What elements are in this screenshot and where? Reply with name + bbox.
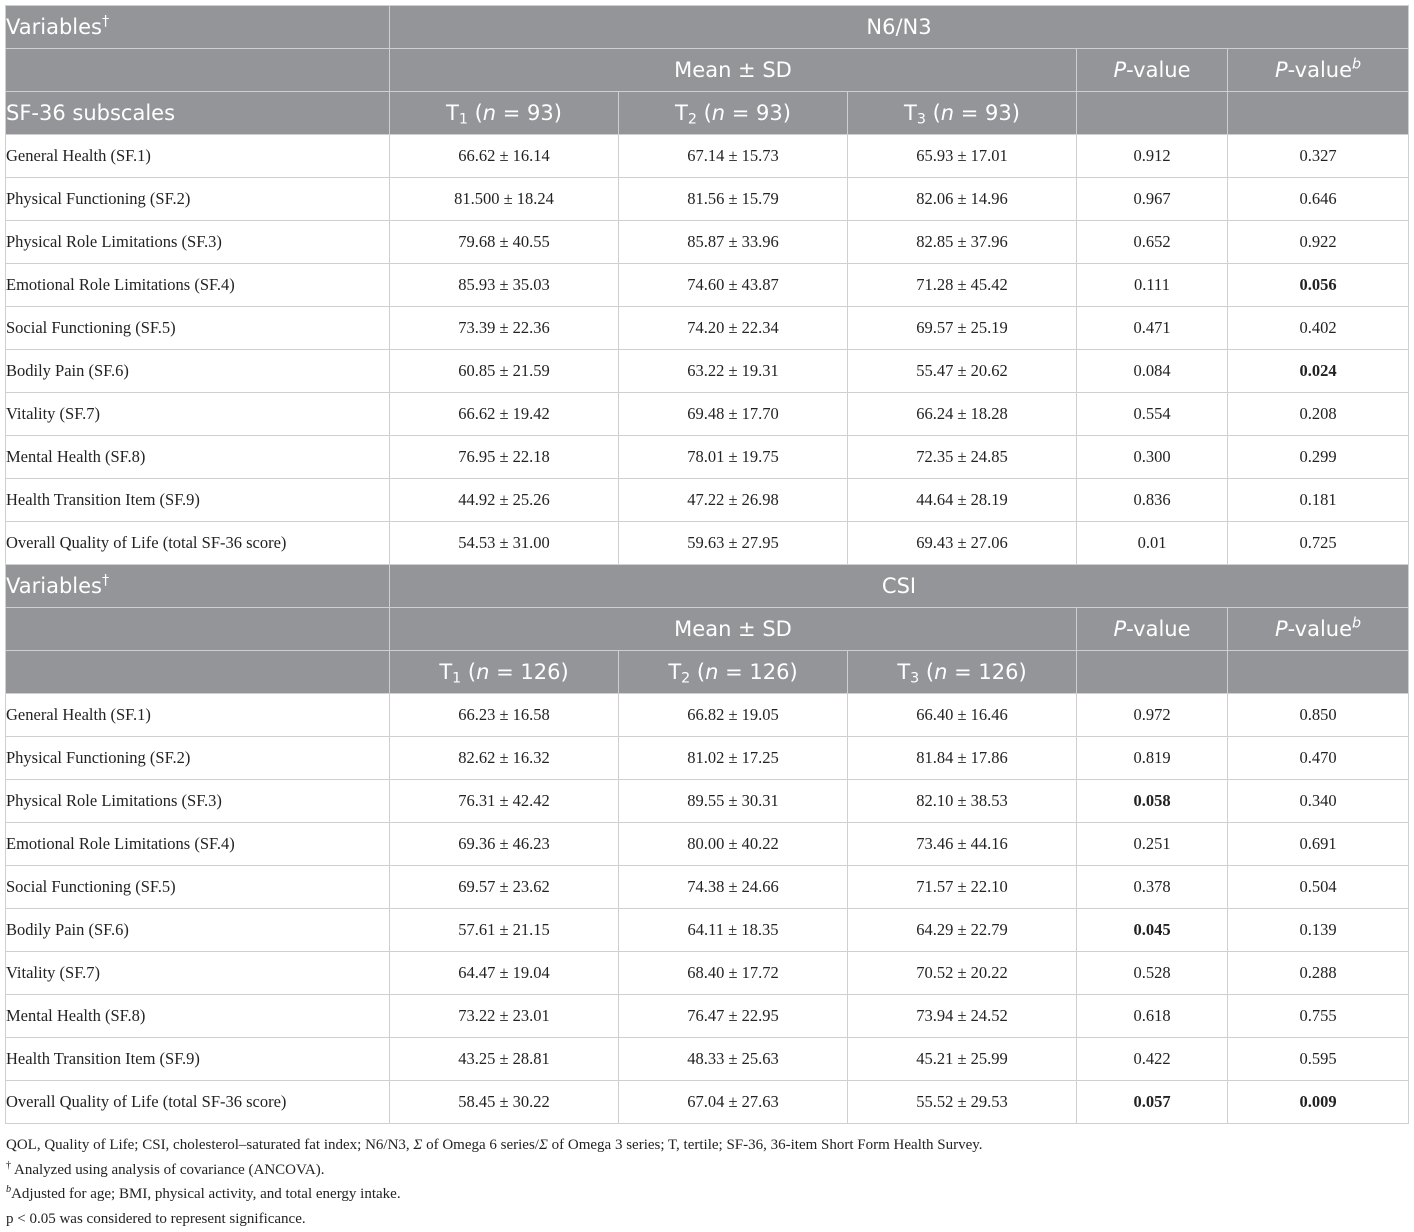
pvalue-adjusted-cell: 0.208 (1228, 393, 1409, 436)
tertile-1-value: 76.31 ± 42.42 (390, 780, 619, 823)
tertile-letter: T (446, 101, 459, 125)
table-row (6, 1081, 1409, 1124)
footnote-b: $^b$Adjusted for age; BMI, physical activity, and total energy intake. (6, 1183, 401, 1202)
tertile-2-value: 89.55 ± 30.31 (619, 780, 848, 823)
tertile-2-value: 67.04 ± 27.63 (619, 1081, 848, 1124)
row-label: Vitality (SF.7) (6, 952, 390, 995)
row-label: Mental Health (SF.8) (6, 995, 390, 1038)
pvalue-adjusted-cell: 0.181 (1228, 479, 1409, 522)
header-row-stats (6, 49, 1409, 92)
pvalue-adjusted-cell: 0.922 (1228, 221, 1409, 264)
pvalue-p: P (1274, 58, 1288, 82)
pvalue-adjusted-mark: b (1352, 615, 1362, 632)
sample-size: 126 (520, 660, 561, 684)
variables-header (6, 6, 390, 49)
sample-size-letter: n (482, 101, 497, 125)
tertile-2-value: 74.38 ± 24.66 (619, 866, 848, 909)
pvalue-suffix: -value (1287, 617, 1353, 641)
header-spacer (1228, 651, 1409, 694)
pvalue-adjusted-cell: 0.470 (1228, 737, 1409, 780)
row-label: Vitality (SF.7) (6, 393, 390, 436)
table-row (6, 350, 1409, 393)
header-row-tertiles (6, 651, 1409, 694)
pvalue-suffix: -value (1126, 617, 1191, 641)
header-spacer (1077, 92, 1228, 135)
table-row (6, 866, 1409, 909)
row-label: Overall Quality of Life (total SF-36 score) (6, 522, 390, 565)
tertile-index: 2 (687, 111, 697, 128)
tertile-3-value: 55.52 ± 29.53 (848, 1081, 1077, 1124)
tertile-3-value: 72.35 ± 24.85 (848, 436, 1077, 479)
tertile-1-value: 66.23 ± 16.58 (390, 694, 619, 737)
header-row-group (6, 565, 1409, 608)
tertile-header-3: $T_3$ (n = 93) (848, 92, 1077, 135)
pvalue-adjusted-cell: 0.299 (1228, 436, 1409, 479)
row-label: Overall Quality of Life (total SF-36 score) (6, 1081, 390, 1124)
tertile-1-value: 43.25 ± 28.81 (390, 1038, 619, 1081)
tertile-index: 3 (916, 111, 926, 128)
pvalue-cell: 0.554 (1077, 393, 1228, 436)
tertile-1-value: 60.85 ± 21.59 (390, 350, 619, 393)
pvalue-cell: 0.111 (1077, 264, 1228, 307)
row-label: General Health (SF.1) (6, 694, 390, 737)
tertile-1-value: 81.500 ± 18.24 (390, 178, 619, 221)
tertile-2-value: 59.63 ± 27.95 (619, 522, 848, 565)
pvalue-adjusted-cell: 0.009 (1228, 1081, 1409, 1124)
pvalue-adjusted-cell: 0.402 (1228, 307, 1409, 350)
tertile-3-value: 70.52 ± 20.22 (848, 952, 1077, 995)
tertile-2-value: 69.48 ± 17.70 (619, 393, 848, 436)
table-row (6, 393, 1409, 436)
row-label: General Health (SF.1) (6, 135, 390, 178)
pvalue-adjusted-cell: 0.056 (1228, 264, 1409, 307)
table-row (6, 780, 1409, 823)
tertile-1-value: 44.92 ± 25.26 (390, 479, 619, 522)
tertile-1-value: 73.22 ± 23.01 (390, 995, 619, 1038)
results-table (5, 5, 1409, 1124)
tertile-index: 1 (452, 670, 462, 687)
subscales-header (6, 651, 390, 694)
header-row-stats (6, 608, 1409, 651)
pvalue-cell: 0.01 (1077, 522, 1228, 565)
table-row (6, 909, 1409, 952)
sample-size-letter: n (476, 660, 490, 684)
row-label: Social Functioning (SF.5) (6, 307, 390, 350)
tertile-2-value: 81.02 ± 17.25 (619, 737, 848, 780)
pvalue-p: P (1274, 617, 1288, 641)
group-header: N6/N3 (390, 6, 1409, 49)
pvalue-adjusted-cell: 0.327 (1228, 135, 1409, 178)
tertile-index: 3 (910, 670, 920, 687)
tertile-3-value: 45.21 ± 25.99 (848, 1038, 1077, 1081)
sample-size: 126 (749, 660, 790, 684)
pvalue-cell: 0.471 (1077, 307, 1228, 350)
pvalue-cell: 0.618 (1077, 995, 1228, 1038)
pvalue-p: P (1113, 58, 1127, 82)
table-row (6, 436, 1409, 479)
row-label: Physical Functioning (SF.2) (6, 178, 390, 221)
row-label: Mental Health (SF.8) (6, 436, 390, 479)
equals-sign: = (489, 660, 521, 684)
pvalue-adjusted-cell: 0.340 (1228, 780, 1409, 823)
footnote-abbreviations: QOL, Quality of Life; CSI, cholesterol–saturated fat index; N6/N3, Σ of Omega 6 series/Σ of Omega 3 series; T, tertile; SF-36, 36-item Short Form Health Survey. (6, 1137, 983, 1153)
sample-size: 93 (985, 101, 1012, 125)
tertile-3-value: 69.43 ± 27.06 (848, 522, 1077, 565)
header-spacer (1228, 92, 1409, 135)
pvalue-cell: 0.912 (1077, 135, 1228, 178)
tertile-2-value: 63.22 ± 19.31 (619, 350, 848, 393)
footnote-significance: p < 0.05 was considered to represent significance. (6, 1210, 306, 1227)
tertile-index: 1 (458, 111, 468, 128)
pvalue-adjusted-cell: 0.850 (1228, 694, 1409, 737)
tertile-letter: T (439, 660, 453, 684)
pvalue-cell: 0.300 (1077, 436, 1228, 479)
tertile-2-value: 74.60 ± 43.87 (619, 264, 848, 307)
tertile-3-value: 71.28 ± 45.42 (848, 264, 1077, 307)
tertile-1-value: 57.61 ± 21.15 (390, 909, 619, 952)
pvalue-adjusted-cell: 0.595 (1228, 1038, 1409, 1081)
tertile-index: 2 (681, 670, 691, 687)
row-label: Health Transition Item (SF.9) (6, 1038, 390, 1081)
tertile-letter: T (904, 101, 917, 125)
tertile-1-value: 66.62 ± 16.14 (390, 135, 619, 178)
pvalue-adjusted-cell: 0.755 (1228, 995, 1409, 1038)
table-footnotes (6, 1133, 1406, 1231)
pvalue-cell: 0.819 (1077, 737, 1228, 780)
table-row (6, 694, 1409, 737)
row-label: Emotional Role Limitations (SF.4) (6, 264, 390, 307)
mean-sd-header: Mean ± SD (390, 49, 1077, 92)
tertile-3-value: 82.85 ± 37.96 (848, 221, 1077, 264)
pvalue-cell: 0.084 (1077, 350, 1228, 393)
tertile-1-value: 76.95 ± 22.18 (390, 436, 619, 479)
tertile-2-value: 48.33 ± 25.63 (619, 1038, 848, 1081)
tertile-2-value: 85.87 ± 33.96 (619, 221, 848, 264)
pvalue-cell: 0.057 (1077, 1081, 1228, 1124)
tertile-1-value: 79.68 ± 40.55 (390, 221, 619, 264)
tertile-1-value: 58.45 ± 30.22 (390, 1081, 619, 1124)
pvalue-adjusted-cell: 0.725 (1228, 522, 1409, 565)
table-row (6, 995, 1409, 1038)
tertile-3-value: 66.24 ± 18.28 (848, 393, 1077, 436)
pvalue-adjusted-cell: 0.504 (1228, 866, 1409, 909)
tertile-3-value: 82.10 ± 38.53 (848, 780, 1077, 823)
pvalue-suffix: -value (1287, 58, 1353, 82)
sample-size-letter: n (711, 101, 726, 125)
variables-label: Variables (6, 15, 102, 39)
equals-sign: = (947, 660, 979, 684)
table-row (6, 522, 1409, 565)
equals-sign: = (496, 101, 528, 125)
tertile-1-value: 69.36 ± 46.23 (390, 823, 619, 866)
tertile-1-value: 54.53 ± 31.00 (390, 522, 619, 565)
tertile-3-value: 71.57 ± 22.10 (848, 866, 1077, 909)
variables-label: Variables (6, 574, 102, 598)
tertile-letter: T (668, 660, 682, 684)
tertile-3-value: 44.64 ± 28.19 (848, 479, 1077, 522)
row-label: Physical Role Limitations (SF.3) (6, 221, 390, 264)
table-row (6, 221, 1409, 264)
pvalue-p: P (1113, 617, 1127, 641)
tertile-letter: T (897, 660, 911, 684)
tertile-3-value: 65.93 ± 17.01 (848, 135, 1077, 178)
row-label: Physical Role Limitations (SF.3) (6, 780, 390, 823)
table-row (6, 737, 1409, 780)
table-row (6, 135, 1409, 178)
tertile-header-1: $T_1$ (n = 93) (390, 92, 619, 135)
pvalue-adjusted-mark: b (1352, 56, 1362, 73)
pvalue-suffix: -value (1126, 58, 1191, 82)
tertile-2-value: 67.14 ± 15.73 (619, 135, 848, 178)
row-label: Social Functioning (SF.5) (6, 866, 390, 909)
tertile-3-value: 64.29 ± 22.79 (848, 909, 1077, 952)
dagger-mark: † (101, 572, 110, 589)
table-row (6, 479, 1409, 522)
pvalue-adjusted-cell: 0.139 (1228, 909, 1409, 952)
row-label: Health Transition Item (SF.9) (6, 479, 390, 522)
pvalue-adjusted-cell: 0.024 (1228, 350, 1409, 393)
pvalue-cell: 0.972 (1077, 694, 1228, 737)
pvalue-adjusted-header (1228, 49, 1409, 92)
row-label: Physical Functioning (SF.2) (6, 737, 390, 780)
tertile-3-value: 69.57 ± 25.19 (848, 307, 1077, 350)
table-row (6, 307, 1409, 350)
tertile-header-2: $T_2$ (n = 126) (619, 651, 848, 694)
table-row (6, 952, 1409, 995)
tertile-2-value: 81.56 ± 15.79 (619, 178, 848, 221)
pvalue-header (1077, 608, 1228, 651)
tertile-3-value: 73.46 ± 44.16 (848, 823, 1077, 866)
pvalue-cell: 0.967 (1077, 178, 1228, 221)
tertile-1-value: 69.57 ± 23.62 (390, 866, 619, 909)
group-header: CSI (390, 565, 1409, 608)
sample-size: 93 (756, 101, 783, 125)
tertile-3-value: 81.84 ± 17.86 (848, 737, 1077, 780)
tertile-letter: T (675, 101, 688, 125)
tertile-3-value: 73.94 ± 24.52 (848, 995, 1077, 1038)
header-spacer (1077, 651, 1228, 694)
tertile-2-value: 80.00 ± 40.22 (619, 823, 848, 866)
equals-sign: = (954, 101, 986, 125)
pvalue-cell: 0.045 (1077, 909, 1228, 952)
table-row (6, 823, 1409, 866)
table-row (6, 1038, 1409, 1081)
pvalue-adjusted-cell: 0.691 (1228, 823, 1409, 866)
tertile-2-value: 78.01 ± 19.75 (619, 436, 848, 479)
pvalue-header (1077, 49, 1228, 92)
footnote-dagger: † Analyzed using analysis of covariance (ANCOVA). (6, 1159, 325, 1178)
table-row (6, 178, 1409, 221)
tertile-1-value: 66.62 ± 19.42 (390, 393, 619, 436)
equals-sign: = (718, 660, 750, 684)
header-spacer (6, 608, 390, 651)
tertile-2-value: 47.22 ± 26.98 (619, 479, 848, 522)
dagger-mark: † (101, 13, 110, 30)
variables-header (6, 565, 390, 608)
tertile-2-value: 64.11 ± 18.35 (619, 909, 848, 952)
tertile-2-value: 74.20 ± 22.34 (619, 307, 848, 350)
sample-size: 126 (978, 660, 1019, 684)
tertile-3-value: 55.47 ± 20.62 (848, 350, 1077, 393)
pvalue-cell: 0.251 (1077, 823, 1228, 866)
tertile-1-value: 64.47 ± 19.04 (390, 952, 619, 995)
tertile-3-value: 66.40 ± 16.46 (848, 694, 1077, 737)
sample-size-letter: n (940, 101, 955, 125)
sample-size-letter: n (934, 660, 948, 684)
pvalue-cell: 0.836 (1077, 479, 1228, 522)
sample-size: 93 (527, 101, 554, 125)
tertile-1-value: 73.39 ± 22.36 (390, 307, 619, 350)
tertile-2-value: 68.40 ± 17.72 (619, 952, 848, 995)
pvalue-cell: 0.652 (1077, 221, 1228, 264)
header-row-tertiles (6, 92, 1409, 135)
tertile-header-1: $T_1$ (n = 126) (390, 651, 619, 694)
tertile-header-3: $T_3$ (n = 126) (848, 651, 1077, 694)
row-label: Emotional Role Limitations (SF.4) (6, 823, 390, 866)
pvalue-adjusted-cell: 0.288 (1228, 952, 1409, 995)
pvalue-adjusted-cell: 0.646 (1228, 178, 1409, 221)
pvalue-cell: 0.422 (1077, 1038, 1228, 1081)
header-spacer (6, 49, 390, 92)
pvalue-adjusted-header (1228, 608, 1409, 651)
subscales-header: SF-36 subscales (6, 92, 390, 135)
tertile-1-value: 85.93 ± 35.03 (390, 264, 619, 307)
tertile-2-value: 66.82 ± 19.05 (619, 694, 848, 737)
sample-size-letter: n (705, 660, 719, 684)
tertile-1-value: 82.62 ± 16.32 (390, 737, 619, 780)
equals-sign: = (725, 101, 757, 125)
tertile-3-value: 82.06 ± 14.96 (848, 178, 1077, 221)
tertile-header-2: $T_2$ (n = 93) (619, 92, 848, 135)
pvalue-cell: 0.378 (1077, 866, 1228, 909)
table-row (6, 264, 1409, 307)
pvalue-cell: 0.528 (1077, 952, 1228, 995)
mean-sd-header: Mean ± SD (390, 608, 1077, 651)
pvalue-cell: 0.058 (1077, 780, 1228, 823)
row-label: Bodily Pain (SF.6) (6, 909, 390, 952)
tertile-2-value: 76.47 ± 22.95 (619, 995, 848, 1038)
header-row-group (6, 6, 1409, 49)
row-label: Bodily Pain (SF.6) (6, 350, 390, 393)
